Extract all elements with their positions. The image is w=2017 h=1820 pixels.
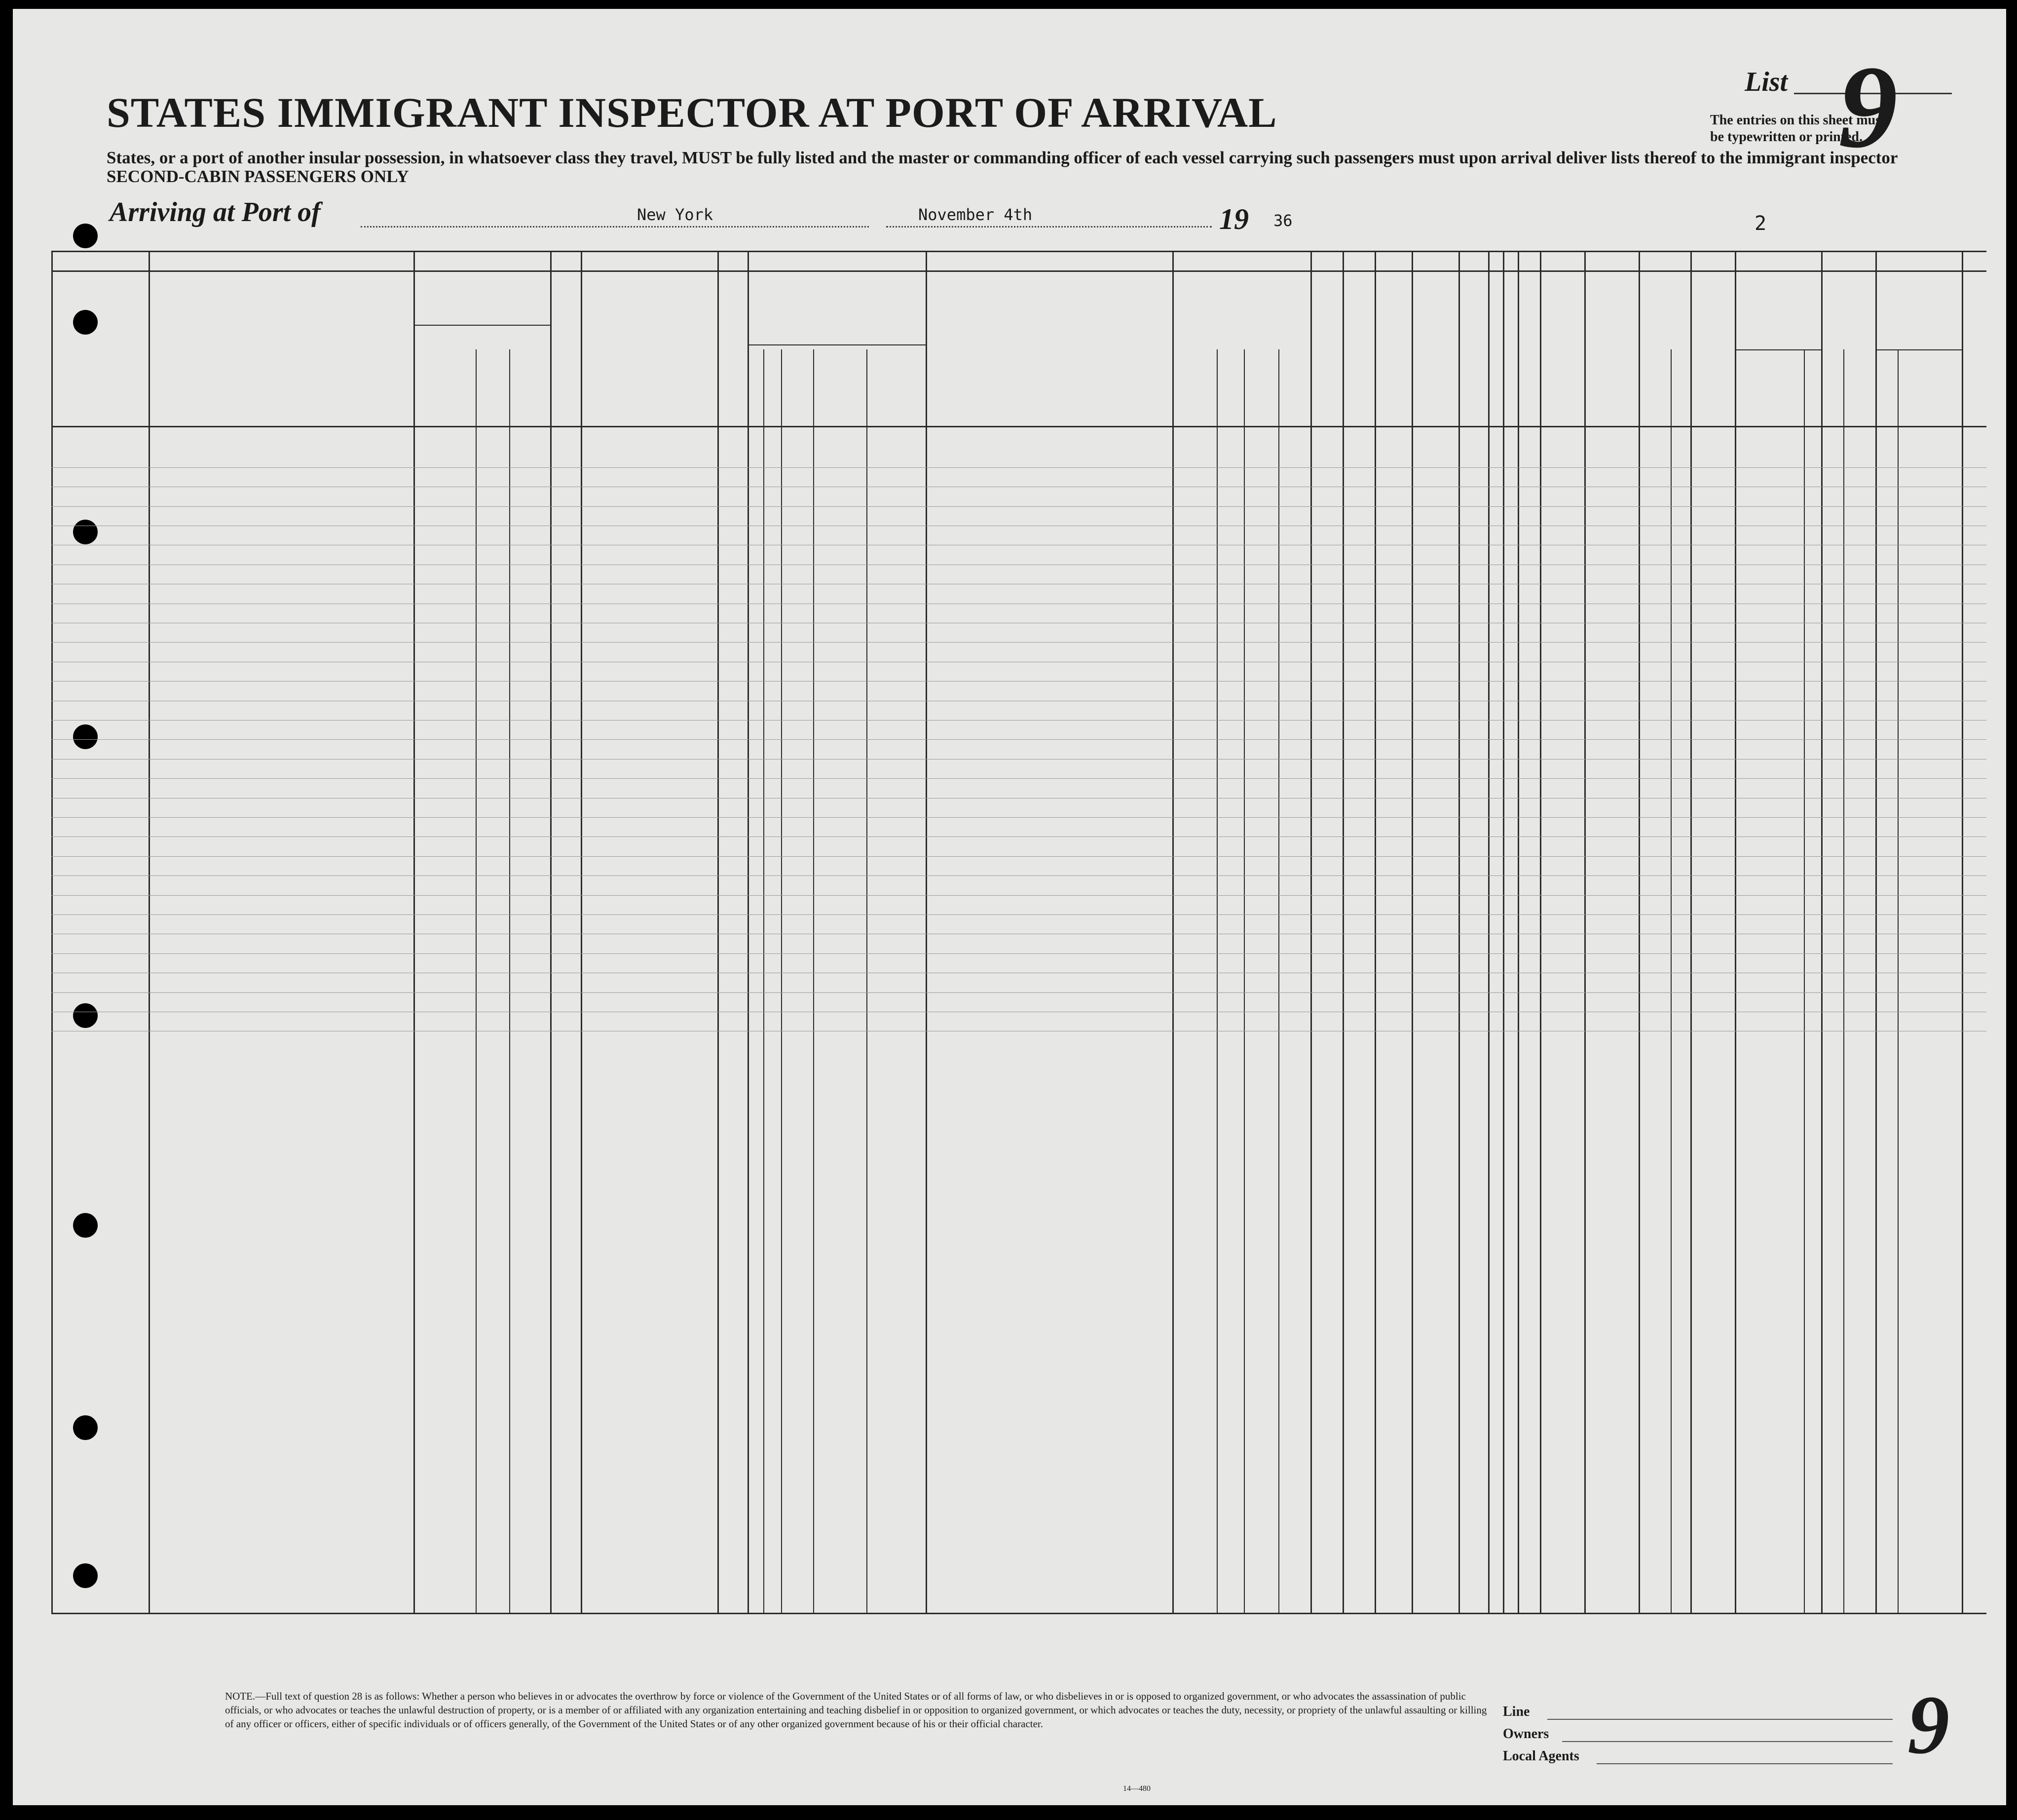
column-rule (926, 251, 927, 1613)
subcolumn-rule (1278, 349, 1279, 1613)
column-rule (1540, 251, 1541, 1613)
subcolumn-rule (1671, 349, 1672, 1613)
column-rule (1343, 251, 1344, 1613)
subcolumn-rule (476, 349, 477, 1613)
subcolumn-rule (763, 349, 764, 1613)
row-rule (51, 642, 1986, 643)
list-note-2: be typewritten or printed. (1710, 129, 1863, 145)
row-rule (51, 681, 1986, 682)
row-rule (51, 992, 1986, 993)
column-rule (747, 251, 749, 1613)
column-rule (550, 251, 552, 1613)
manifest-sheet (13, 9, 2006, 1805)
row-rule (51, 856, 1986, 857)
subcolumn-rule (781, 349, 782, 1613)
column-rule (413, 251, 415, 1613)
form-code: 14—480 (1123, 1784, 1151, 1793)
ever-before-subrule (747, 344, 926, 345)
footnote: NOTE.—Full text of question 28 is as follows: Whether a person who believes in or advocates the overthrow by force or violence of the Government of the United States or of all forms of law, or who disbelieves in or is opposed to organized government, or who advocates the assassination of public officials, or who advocates or teaches the unlawful destruction of property, or is a member of or affiliated with any organization entertaining and teaching disbelief in or opposition to organized government, or which advocates or teaches the duty, necessity, or propriety of the unlawful assaulting or killing of any officer or officers, either of specific individuals or of officers generally, of the Government of the United States or of any other organized government because of his or their official character. (225, 1690, 1487, 1730)
footer-agents-rule (1597, 1763, 1893, 1764)
subcolumn-rule (1843, 349, 1844, 1613)
header-bottom-rule (51, 426, 1986, 427)
color-subrule (1875, 349, 1962, 350)
subcolumn-rule (1898, 349, 1899, 1613)
row-rule (51, 817, 1986, 818)
list-note-1: The entries on this sheet must (1710, 113, 1886, 128)
subcolumn-rule (813, 349, 814, 1613)
row-rule (51, 836, 1986, 837)
row-rule (51, 778, 1986, 779)
column-rule (1375, 251, 1376, 1613)
subcolumn-rule (1244, 349, 1245, 1613)
height-subrule (1735, 349, 1821, 350)
column-rule (1458, 251, 1460, 1613)
subtitle-line-1: States, or a port of another insular possession, in whatsoever class they travel, MUST be fully listed and the master or commanding officer of each vessel carrying such passengers must upon arrival deliver lists thereof to the immigrant inspector (107, 148, 1898, 167)
column-rule (581, 251, 582, 1613)
subcolumn-rule (866, 349, 867, 1613)
column-rule (1962, 251, 1963, 1613)
column-rule (1875, 251, 1877, 1613)
column-rule (1639, 251, 1640, 1613)
table-bottom-rule (51, 1613, 1986, 1614)
row-rule (51, 875, 1986, 876)
subcolumn-rule (1217, 349, 1218, 1613)
list-label: List (1745, 67, 1788, 97)
row-rule (51, 953, 1986, 954)
column-rule (1310, 251, 1312, 1613)
row-rule (51, 506, 1986, 507)
row-rule (51, 895, 1986, 896)
row-rule (51, 914, 1986, 915)
final-dest-subrule (413, 325, 550, 326)
footer-line-label: Line (1503, 1704, 1530, 1719)
footer-agents-label: Local Agents (1503, 1748, 1579, 1764)
row-rule (51, 467, 1986, 468)
footer-list-number: 9 (1907, 1678, 1949, 1771)
subcolumn-rule (509, 349, 510, 1613)
column-rule (149, 251, 150, 1613)
header-top-rule (51, 251, 1986, 252)
subcolumn-rule (1804, 349, 1805, 1613)
page-title: STATES IMMIGRANT INSPECTOR AT PORT OF ARRIVAL (107, 89, 1277, 136)
footer-owners-label: Owners (1503, 1726, 1549, 1742)
arrival-date: November 4th (918, 205, 1033, 224)
column-rule (1690, 251, 1692, 1613)
row-rule (51, 739, 1986, 740)
arrival-year-prefix: 19 (1219, 203, 1249, 235)
column-rule (1172, 251, 1174, 1613)
page-number: 2 (1755, 212, 1767, 235)
arrival-port: New York (637, 205, 713, 224)
arrival-year-suffix: 36 (1273, 211, 1293, 230)
manifest-table (13, 9, 2006, 1805)
footer-owners-rule (1562, 1741, 1893, 1742)
column-rule (717, 251, 719, 1613)
column-rule (1412, 251, 1413, 1613)
column-rule (1821, 251, 1823, 1613)
column-rule (1518, 251, 1519, 1613)
column-rule (1735, 251, 1736, 1613)
column-rule (1584, 251, 1586, 1613)
column-rule (51, 251, 53, 1613)
footer-line-rule (1547, 1719, 1893, 1720)
column-number-rule (51, 270, 1986, 272)
column-rule (1488, 251, 1490, 1613)
arrival-label: Arriving at Port of (110, 197, 321, 228)
subtitle-line-2: SECOND-CABIN PASSENGERS ONLY (107, 167, 409, 186)
list-number: 9 (1838, 41, 1898, 172)
column-rule (1503, 251, 1504, 1613)
